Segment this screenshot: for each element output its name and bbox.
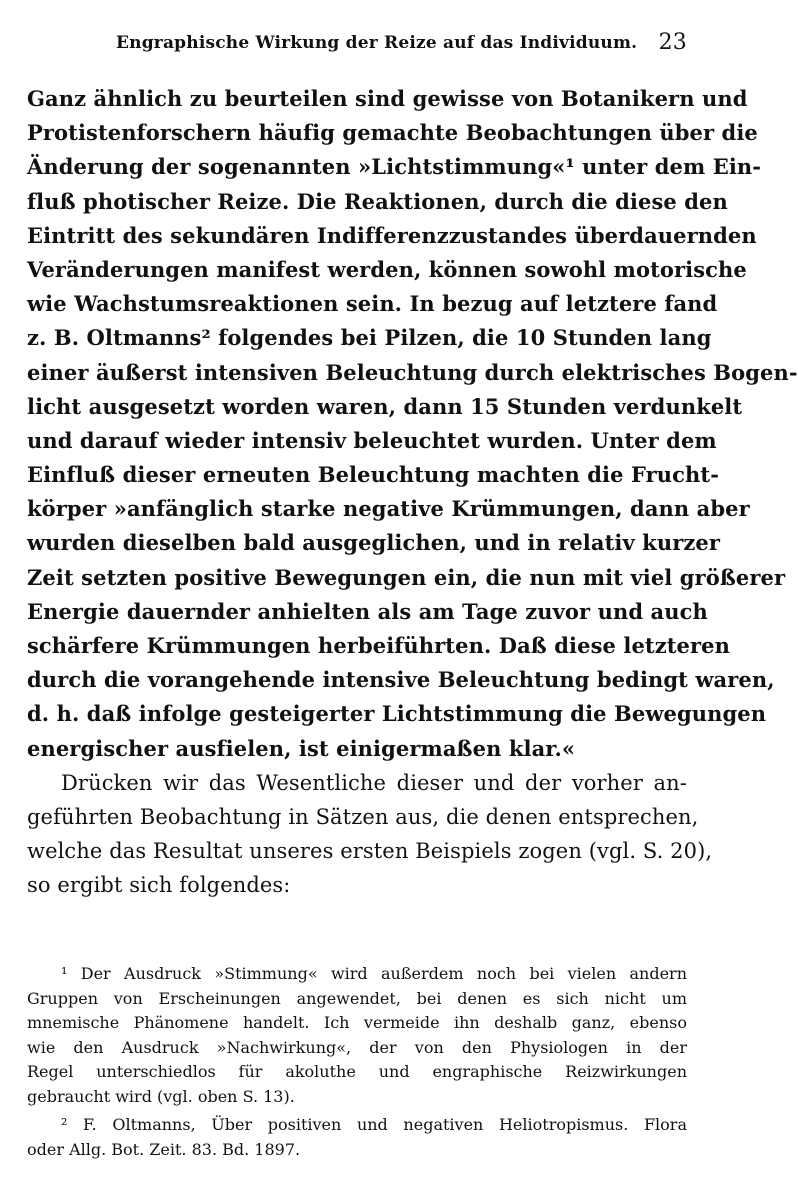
text-line: Drücken wir das Wesentliche dieser und der vorher an-: [61, 770, 687, 795]
text-line: energischer ausfielen, ist einigermaßen klar.«: [27, 735, 576, 761]
paragraph-2: [27, 766, 713, 903]
text-line: z. B. Oltmanns² folgendes bei Pilzen, die 10 Stunden lang: [27, 325, 712, 351]
text-line: welche das Resultat unseres ersten Beispiels zogen (vgl. S. 20),: [27, 839, 713, 864]
footnote-line: mnemische Phänomene handelt. Ich vermeide ihn deshalb ganz, ebenso: [27, 1013, 687, 1032]
text-line: so ergibt sich folgendes:: [27, 873, 291, 898]
footnote-line: gebraucht wird (vgl. oben S. 13).: [27, 1086, 295, 1106]
body-text: [27, 82, 798, 903]
footnote-line: Gruppen von Erscheinungen angewendet, bei denen es sich nicht um: [27, 988, 687, 1008]
text-line: fluß photischer Reize. Die Reaktionen, durch die diese den: [27, 188, 728, 214]
text-line: durch die vorangehende intensive Beleuchtung bedingt waren,: [27, 667, 775, 693]
page-number: 23: [658, 30, 687, 55]
footnotes: [27, 962, 687, 1162]
running-title: Engraphische Wirkung der Reize auf das Individuum.: [116, 33, 638, 53]
text-line: und darauf wieder intensiv beleuchtet wurden. Unter dem: [27, 427, 717, 453]
text-line: Ganz ähnlich zu beurteilen sind gewisse von Botanikern und: [27, 86, 748, 111]
text-line: geführten Beobachtung in Sätzen aus, die denen entsprechen,: [27, 804, 699, 829]
text-line: Eintritt des sekundären Indifferenzzustandes überdauernden: [27, 222, 757, 248]
footnote-line: wie den Ausdruck »Nachwirkung«, der von den Physiologen in der: [27, 1037, 687, 1057]
footnote-line: Regel unterschiedlos für akoluthe und engraphische Reizwirkungen: [27, 1062, 687, 1081]
footnote-1: [27, 962, 687, 1109]
text-line: Änderung der sogenannten »Lichtstimmung«¹ unter dem Ein-: [27, 154, 762, 180]
text-line: körper »anfänglich starke negative Krümmungen, dann aber: [27, 496, 750, 522]
text-line: d. h. daß infolge gesteigerter Lichtstimmung die Bewegungen: [27, 701, 767, 727]
text-line: schärfere Krümmungen herbeiführten. Daß diese letzteren: [27, 633, 730, 658]
text-line: Protistenforschern häufig gemachte Beobachtungen über die: [27, 120, 758, 146]
text-line: Veränderungen manifest werden, können sowohl motorische: [27, 256, 747, 282]
text-line: wurden dieselben bald ausgeglichen, und in relativ kurzer: [27, 530, 721, 556]
text-line: Einfluß dieser erneuten Beleuchtung machten die Frucht-: [27, 462, 720, 488]
footnote-line: ² F. Oltmanns, Über positiven und negativen Heliotropismus. Flora: [61, 1115, 687, 1134]
footnote-2: [27, 1113, 687, 1162]
running-head: [28, 30, 687, 63]
text-line: wie Wachstumsreaktionen sein. In bezug auf letztere fand: [27, 291, 718, 317]
footnote-line: ¹ Der Ausdruck »Stimmung« wird außerdem noch bei vielen andern: [61, 964, 687, 983]
text-line: einer äußerst intensiven Beleuchtung durch elektrisches Bogen-: [27, 359, 798, 385]
footnote-line: oder Allg. Bot. Zeit. 83. Bd. 1897.: [27, 1139, 301, 1159]
text-line: licht ausgesetzt worden waren, dann 15 Stunden verdunkelt: [27, 393, 743, 419]
text-line: Zeit setzten positive Bewegungen ein, die nun mit viel größerer: [27, 564, 786, 590]
text-line: Energie dauernder anhielten als am Tage zuvor und auch: [27, 598, 708, 624]
paragraph-1: [27, 82, 798, 766]
